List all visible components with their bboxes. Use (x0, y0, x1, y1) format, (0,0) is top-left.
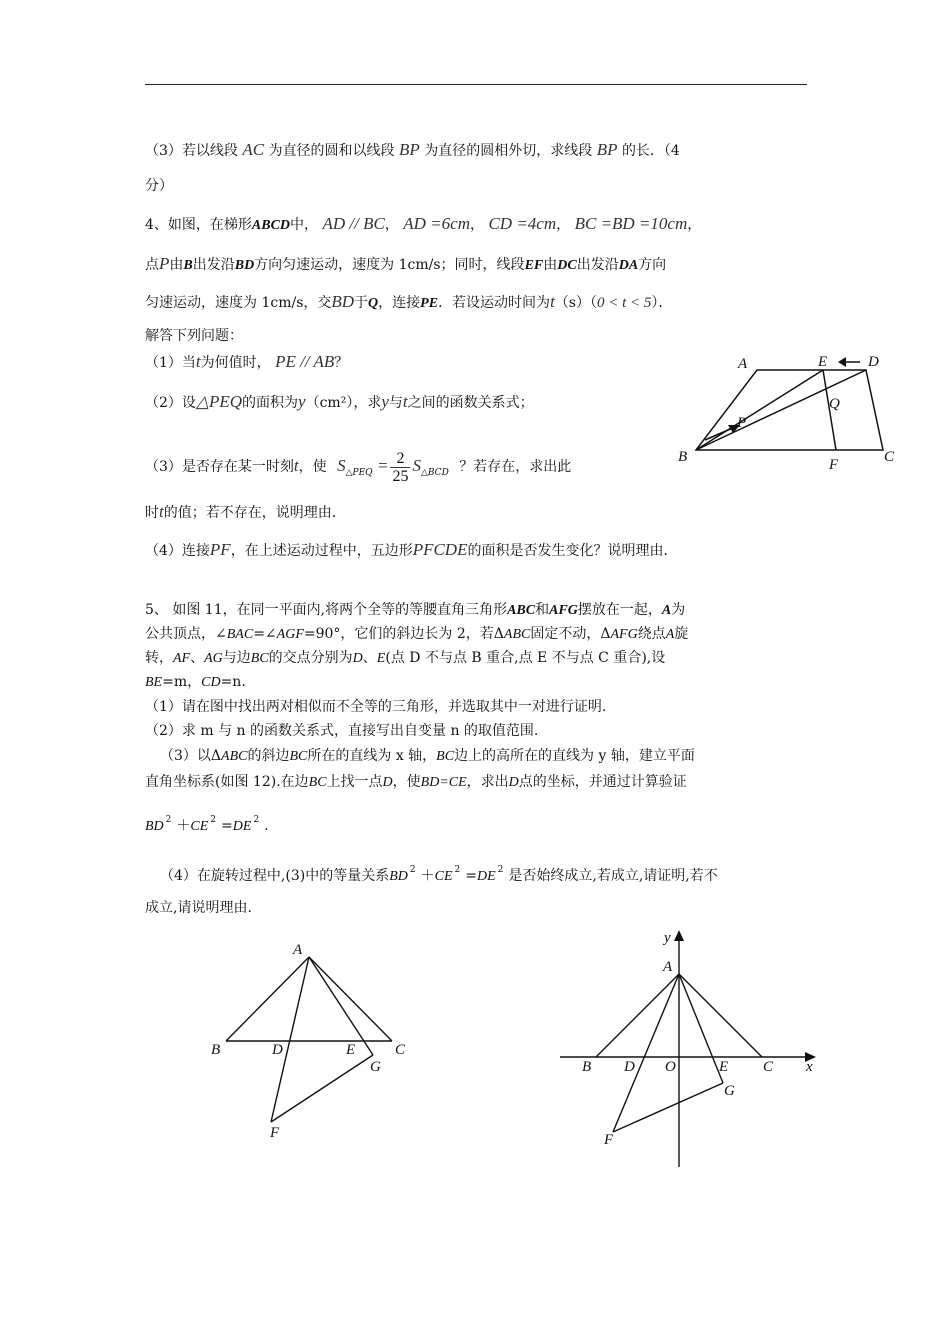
q5-line-4: BE=m，CD=n. (145, 674, 246, 690)
q4-sub-3: （3）是否存在某一时刻t，使 $S_{\triangle PEQ}$ = $\frac{2}{25}$ $S_{\triangle BCD}$ ？若存在，求出此 (145, 449, 572, 485)
q4-sub-2: （2）设△PEQ的面积为y（cm²），求y与t之间的函数关系式； (145, 392, 534, 411)
q5-sub-1: （1）请在图中找出两对相似而不全等的三角形，并选取其中一对进行证明. (145, 699, 607, 715)
segment-bd (696, 370, 866, 450)
label-f: F (829, 457, 839, 473)
fig12-label-a: A (663, 959, 673, 975)
fig12-label-f: F (604, 1132, 614, 1148)
q4-line-2: 点P由B出发沿BD方向匀速运动，速度为 1cm/s；同时，线段EF由DC出发沿DA方向 (145, 254, 667, 273)
fig11-label-g: G (370, 1059, 381, 1075)
q5-sub-3b: 直角坐标系(如图 12).在边BC上找一点D，使BD=CE，求出D点的坐标，并通过计算验证 (145, 774, 687, 790)
q4-line-1: 4、如图，在梯形ABCD中， AD // BC， AD =6cm， CD =4cm， BC =BD =10cm， (145, 214, 702, 233)
q5-sub-4a: （4）在旋转过程中,(3)中的等量关系BD $^2$ ＋CE $^2$ =DE $^2$ 是否始终成立,若成立,请证明,若不 (160, 865, 718, 884)
segment-ab (226, 957, 309, 1041)
segment-fg (271, 1055, 373, 1122)
segment-ac (309, 957, 392, 1041)
label-q: Q (829, 396, 840, 412)
fig12-label-d: D (624, 1059, 635, 1075)
fig11-label-d: D (272, 1042, 283, 1058)
segment-ag (679, 974, 723, 1083)
segment-fg (613, 1083, 723, 1132)
label-b: B (678, 449, 688, 465)
q4-line-4: 解答下列问题： (145, 328, 243, 344)
q5-sub-4b: 成立,请说明理由. (145, 900, 252, 916)
segment-af (271, 957, 309, 1122)
q3-line-2: 分） (145, 178, 173, 194)
q5-sub-3a: （3）以ΔABC的斜边BC所在的直线为 x 轴，BC边上的高所在的直线为 y 轴，建立平面 (160, 748, 695, 764)
fig11-label-b: B (211, 1042, 221, 1058)
y-axis-arrow (674, 930, 684, 941)
label-c: C (884, 449, 895, 465)
q5-line-1: 5、 如图 11，在同一平面内,将两个全等的等腰直角三角形ABC和AFG摆放在一起，A为 (145, 602, 686, 618)
trapezoid-abcd (696, 370, 883, 450)
fig12-label-y: y (664, 930, 671, 946)
q4-sub-3b: 时t的值；若不存在，说明理由． (145, 502, 346, 521)
q5-line-3: 转，AF、AG与边BC的交点分别为D、E(点 D 不与点 B 重合,点 E 不与点 C 重合),设 (145, 650, 666, 666)
q5-line-2: 公共顶点，∠BAC=∠AGF=90°，它们的斜边长为 2，若ΔABC固定不动，ΔAFG绕点A旋 (145, 626, 689, 642)
q5-sub-2: （2）求 m 与 n 的函数关系式，直接写出自变量 n 的取值范围. (145, 723, 539, 739)
q3-line-1: （3）若以线段 AC 为直径的圆和以线段 BP 为直径的圆相外切，求线段 BP 的长．（4 (145, 140, 680, 159)
label-p: P (737, 415, 747, 431)
fig11-label-c: C (395, 1042, 406, 1058)
segment-ac (679, 974, 762, 1057)
q4-line-3: 匀速运动，速度为 1cm/s，交BD于Q，连接PE．若设运动时间为t（s）（0 < t < 5）． (145, 292, 673, 311)
fig12-label-o: O (665, 1059, 676, 1075)
q4-sub-1: （1）当t为何值时， PE // AB？ (145, 352, 349, 371)
segment-af (613, 974, 679, 1132)
label-a: A (738, 356, 748, 372)
fig11-label-f: F (270, 1125, 280, 1141)
label-e: E (818, 354, 828, 370)
fig11-label-e: E (346, 1042, 356, 1058)
segment-ab (596, 974, 679, 1057)
fig12-label-e: E (719, 1059, 729, 1075)
figure-11 (200, 935, 430, 1145)
label-d: D (868, 354, 879, 370)
header-rule (145, 84, 807, 85)
fig12-label-c: C (763, 1059, 774, 1075)
segment-be (696, 370, 823, 450)
figure-12 (555, 925, 830, 1175)
q4-sub-4: （4）连接PF，在上述运动过程中，五边形PFCDE的面积是否发生变化？说明理由． (145, 540, 678, 559)
q5-sub-3c: BD $^2$ ＋CE $^2$ =DE $^2$ . (145, 815, 269, 834)
arrow-head-e (838, 357, 846, 367)
fig12-label-b: B (582, 1059, 592, 1075)
fig11-label-a: A (293, 942, 303, 958)
fig12-label-x: x (806, 1059, 813, 1075)
trapezoid-figure (670, 345, 910, 475)
fig12-label-g: G (724, 1083, 735, 1099)
